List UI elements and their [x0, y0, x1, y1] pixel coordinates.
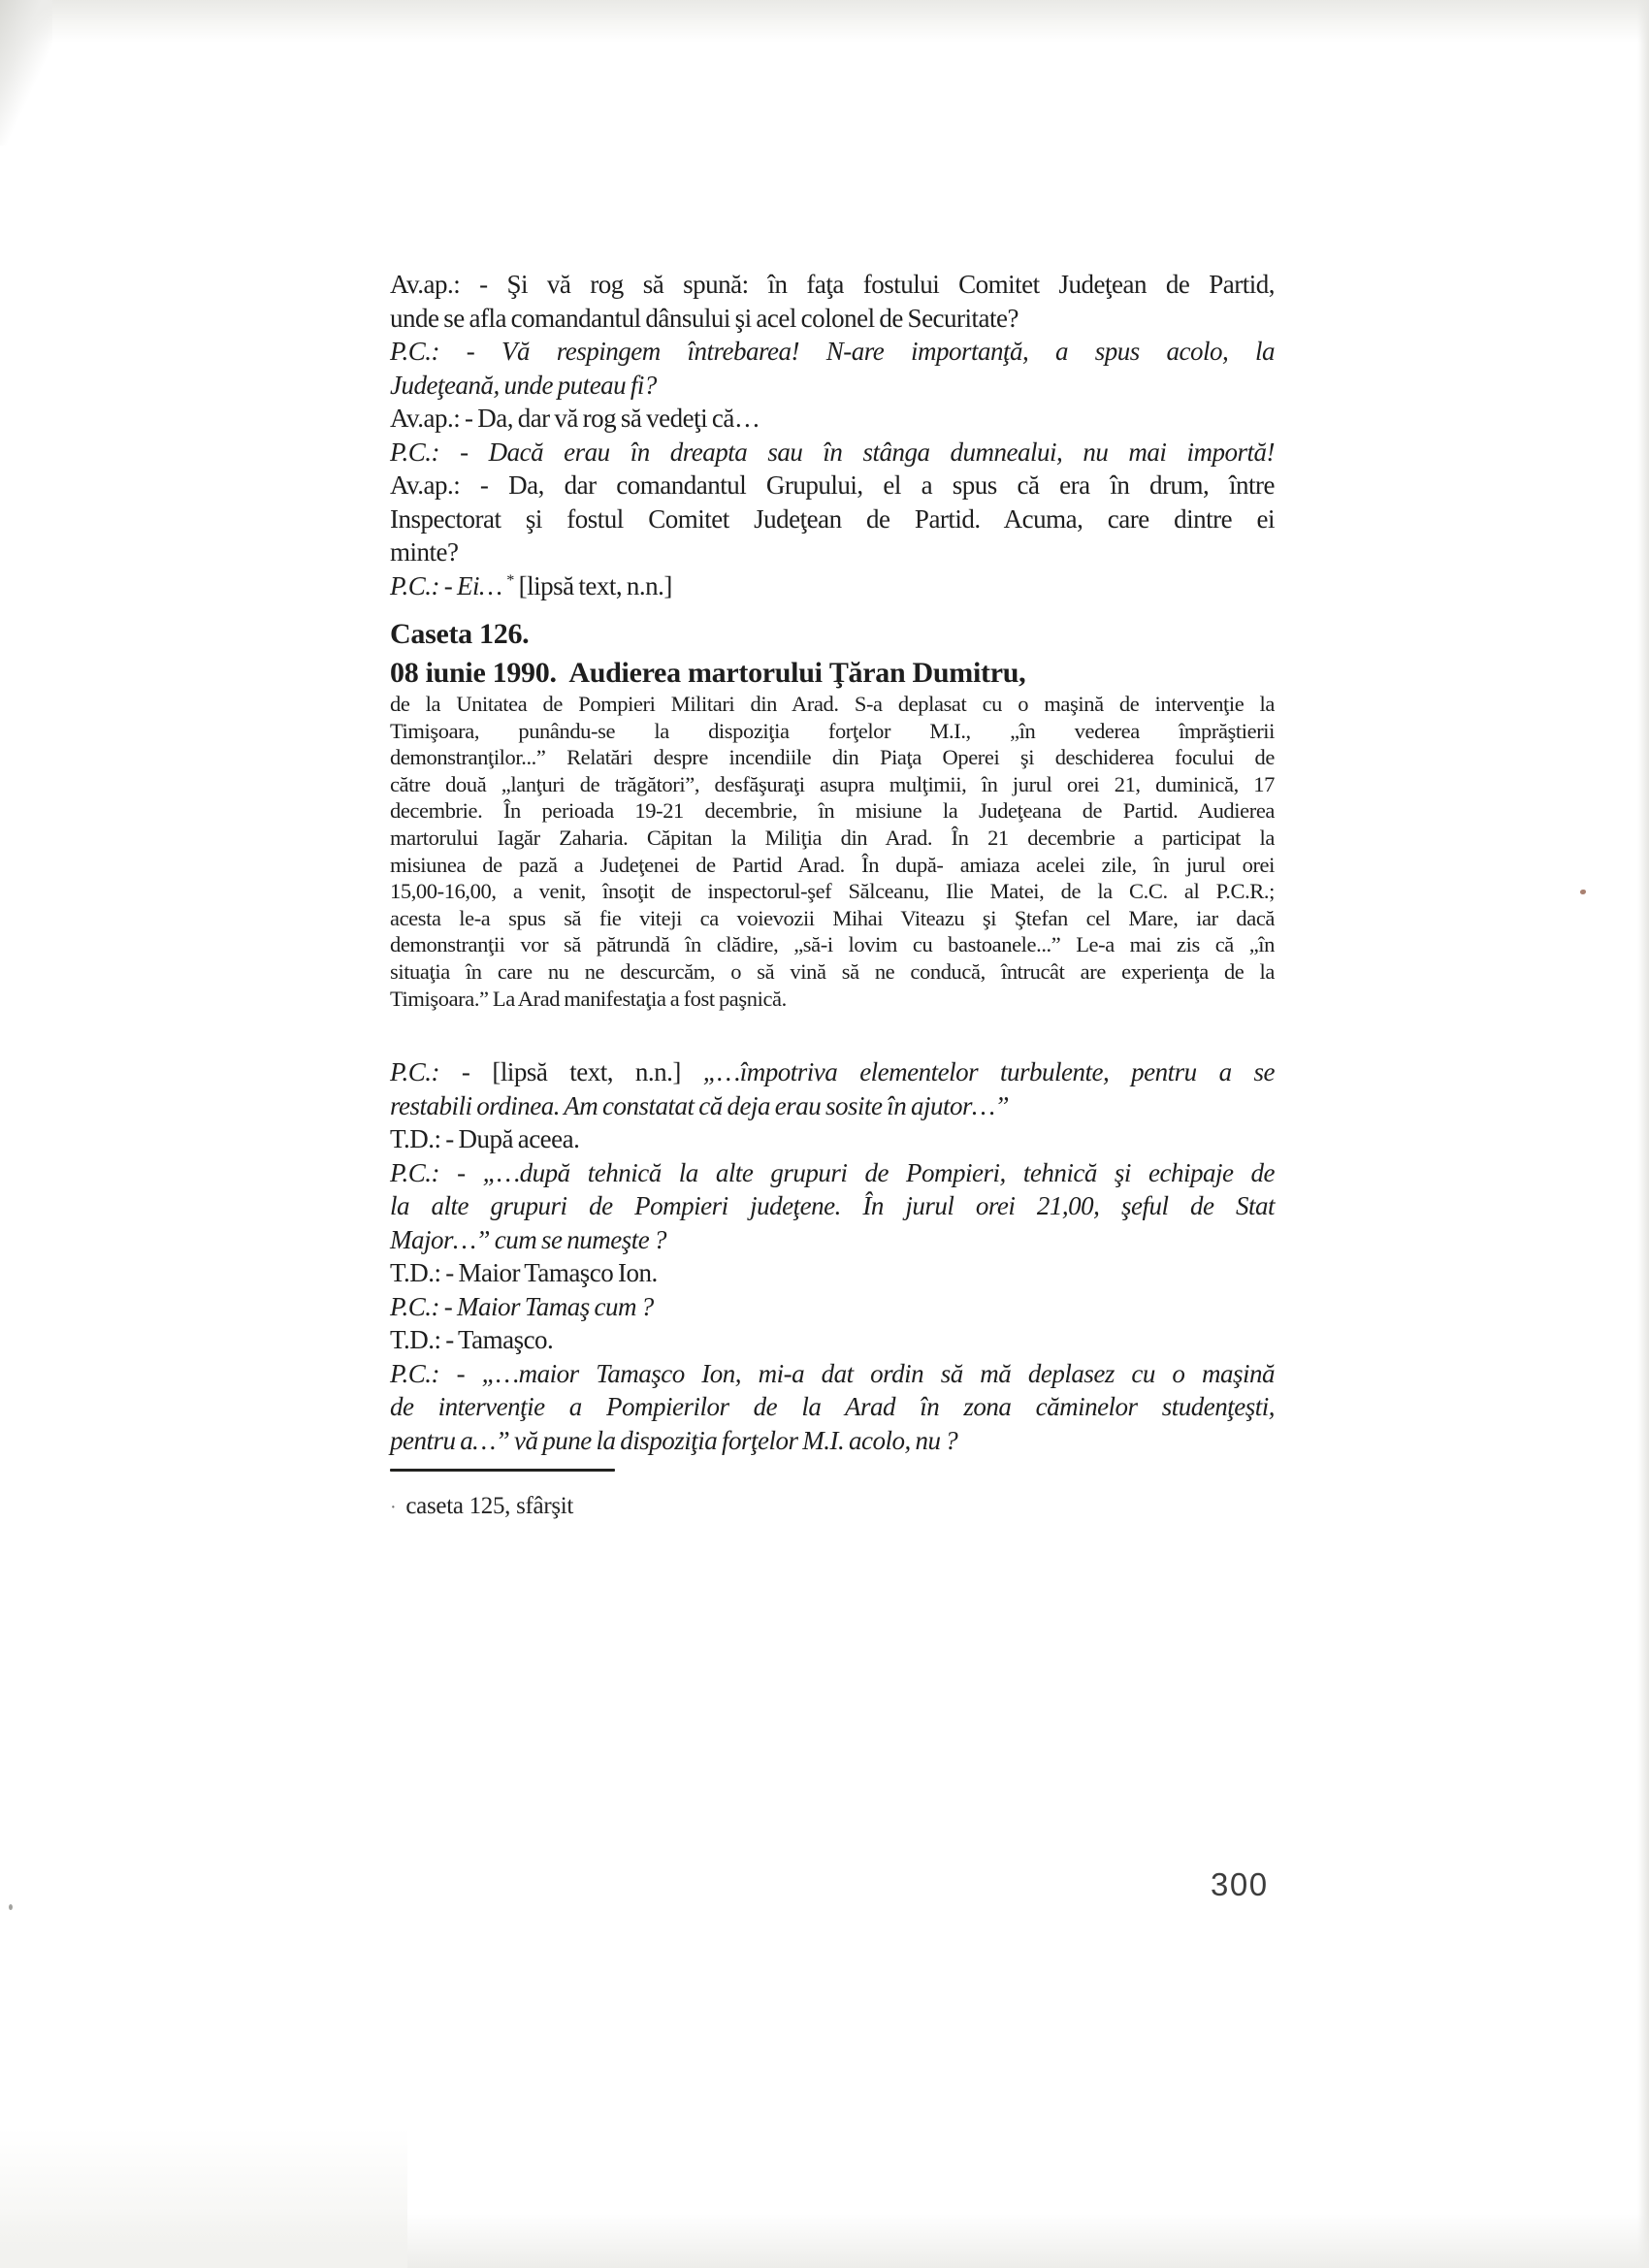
scan-artifact [0, 2103, 407, 2268]
text-line [390, 469, 1275, 502]
text-segment: acesta le-a spus să fie viteji ca voievozii Mihai Viteazu şi Ştefan cel Mare, iar dacă [390, 905, 1275, 930]
text-line [390, 335, 1275, 369]
text-line [390, 302, 1275, 336]
text-line [390, 535, 1275, 569]
text-segment: de la Unitatea de Pompieri Militari din Arad. S-a deplasat cu o maşină de intervenţie la [390, 692, 1275, 716]
session-title: 08 iunie 1990. Audierea martorului Ţăran Dumitru, [390, 657, 1026, 689]
text-line [390, 825, 1275, 852]
text-line [390, 771, 1275, 798]
text-segment: de intervenţie a Pompierilor de la Arad în zona căminelor studenţeşti, [390, 1392, 1275, 1421]
text-segment: [lipsă text, n.n.] [513, 570, 672, 600]
text-segment: Timişoara, punându-se la dispoziţia forţelor M.I., „în vederea împrăştierii [390, 718, 1275, 743]
text-segment: decembrie. În perioada 19-21 decembrie, în misiune la Judeţeana de Partid. Audierea [390, 798, 1275, 824]
text-line [390, 852, 1275, 879]
text-line [390, 1357, 1275, 1391]
scan-artifact [0, 0, 52, 146]
dialog-block-1 [390, 268, 1275, 602]
text-line [390, 691, 1275, 718]
text-segment: [lipsă text, n.n.] [492, 1057, 703, 1086]
text-segment: demonstranţilor...” Relatări despre incendiile din Piaţa Operei şi deschiderea focului de [390, 745, 1275, 770]
text-segment: restabili ordinea. Am constatat că deja erau sosite în ajutor…” [390, 1090, 1009, 1120]
text-line [390, 1156, 1275, 1190]
text-line [390, 1424, 1275, 1458]
text-line [390, 369, 1275, 403]
text-segment: * [506, 570, 514, 589]
text-segment: P.C.: - „…maior Tamaşco Ion, mi-a dat ordin să mă deplasez cu o maşină [390, 1358, 1275, 1388]
text-segment: la alte grupuri de Pompieri judeţene. În jurul orei 21,00, şeful de Stat [390, 1191, 1275, 1220]
text-segment: „…împotriva elementelor turbulente, pentru a se [702, 1057, 1275, 1086]
text-segment: P.C.: - [390, 1057, 493, 1086]
text-line [390, 569, 1275, 603]
scan-artifact [1637, 0, 1649, 2268]
text-segment: T.D.: - După aceea. [390, 1124, 580, 1153]
text-segment: unde se afla comandantul dânsului şi acel colonel de Securitate? [390, 303, 1018, 333]
text-line [390, 1390, 1275, 1424]
text-line [390, 1256, 1275, 1290]
caseta-title: Caseta 126. [390, 618, 530, 650]
text-segment: pentru a…” vă pune la dispoziţia forţelor M.I. acolo, nu ? [390, 1425, 958, 1455]
text-segment: T.D.: - Maior Tamaşco Ion. [390, 1258, 658, 1287]
text-line [390, 1323, 1275, 1357]
text-segment: Major…” cum se numeşte ? [390, 1224, 666, 1254]
text-line [390, 878, 1275, 905]
page-number: 300 [1211, 1866, 1269, 1902]
abstract-block [390, 691, 1275, 1012]
text-segment: martorului Iagăr Zaharia. Căpitan la Miliţia din Arad. În 21 decembrie a participat la [390, 825, 1275, 850]
text-line [390, 718, 1275, 745]
footnote [390, 1469, 1275, 1520]
text-line [390, 1223, 1275, 1257]
text-segment: Av.ap.: - Da, dar comandantul Grupului, el a spus că era în drum, între [390, 470, 1275, 500]
text-line [390, 436, 1275, 470]
text-segment: către două „lanţuri de trăgători”, desfăşuraţi asupra mulţimii, în jurul orei 21, duminică, 17 [390, 771, 1275, 796]
text-line [390, 268, 1275, 302]
text-segment: P.C.: - „…după tehnică la alte grupuri de Pompieri, tehnică şi echipaje de [390, 1157, 1275, 1187]
text-line [390, 502, 1275, 536]
text-segment: P.C.: - Vă respingem întrebarea! N-are importanţă, a spus acolo, la [390, 337, 1275, 366]
footnote-rule [390, 1469, 615, 1472]
text-segment: T.D.: - Tamaşco. [390, 1325, 554, 1354]
text-line [390, 744, 1275, 771]
scan-artifact [0, 0, 1649, 43]
text-line [390, 797, 1275, 825]
footnote-text: caseta 125, sfârşit [405, 1493, 574, 1519]
text-segment: P.C.: - Maior Tamaş cum ? [390, 1291, 654, 1321]
section-heading [390, 615, 1275, 693]
text-segment: Judeţeană, unde puteau fi? [390, 370, 657, 400]
text-segment: Timişoara.” La Arad manifestaţia a fost paşnică. [390, 986, 787, 1011]
text-line [390, 402, 1275, 436]
footnote-line [390, 1493, 1275, 1520]
text-line [390, 1122, 1275, 1156]
text-line [390, 958, 1275, 986]
scan-artifact [9, 1904, 13, 1910]
text-segment: P.C.: - Dacă erau în dreapta sau în stânga dumnealui, nu mai importă! [390, 437, 1275, 467]
dialog-block-2 [390, 1055, 1275, 1457]
text-segment: P.C.: - Ei… [390, 570, 507, 600]
text-segment: misiunea de pază a Judeţenei de Partid Arad. În după- amiaza acelei zile, în jurul orei [390, 852, 1275, 877]
footnote-marker: · [390, 1497, 397, 1518]
text-segment: situaţia în care nu ne descurcăm, o să vină să ne conducă, întrucât are experienţa de la [390, 958, 1275, 984]
text-segment: minte? [390, 537, 459, 567]
text-segment: demonstranţii vor să pătrundă în clădire, „să-i lovim cu bastoanele...” Le-a mai zis că „în [390, 932, 1275, 957]
text-segment: Inspectorat şi fostul Comitet Judeţean de Partid. Acuma, care dintre ei [390, 503, 1275, 534]
scan-artifact [1580, 890, 1586, 894]
text-segment: 15,00-16,00, a venit, însoţit de inspectorul-şef Sălceanu, Ilie Matei, de la C.C. al P.C.R.; [390, 879, 1275, 904]
text-line [390, 1290, 1275, 1324]
text-segment: Av.ap.: - Şi vă rog să spună: în faţa fostului Comitet Judeţean de Partid, [390, 270, 1275, 299]
text-line [390, 931, 1275, 958]
text-line [390, 986, 1275, 1013]
text-line [390, 1055, 1275, 1089]
text-line [390, 905, 1275, 932]
text-line [390, 1189, 1275, 1223]
text-segment: Av.ap.: - Da, dar vă rog să vedeţi că… [390, 404, 760, 433]
text-line [390, 1089, 1275, 1123]
